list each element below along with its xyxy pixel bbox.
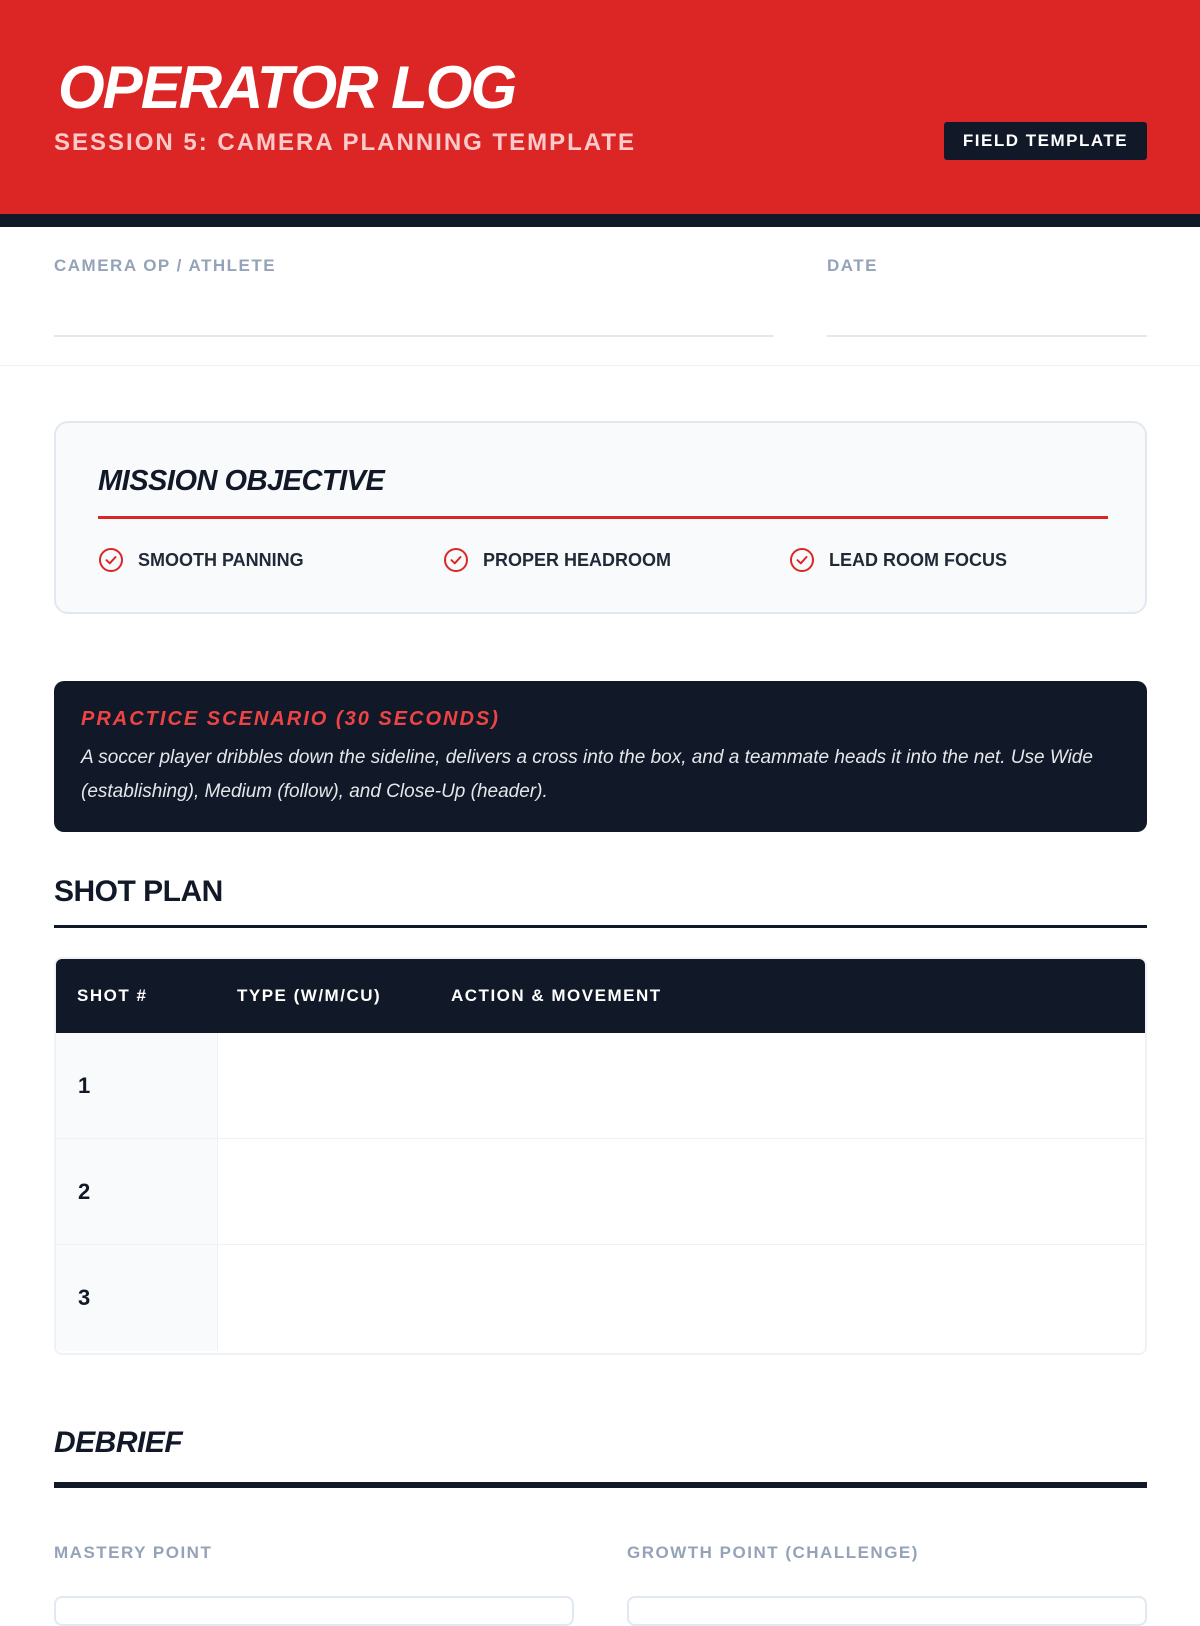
column-header-action: ACTION & MOVEMENT [451,986,662,1005]
table-row [56,1139,1145,1245]
objective-item [789,547,1007,573]
scenario-title: PRACTICE SCENARIO (30 SECONDS) [81,708,500,730]
mastery-point-label: MASTERY POINT [54,1543,213,1562]
operator-label: CAMERA OP / ATHLETE [54,256,277,275]
debrief-title: DEBRIEF [54,1426,183,1459]
table-header [56,959,1145,1033]
column-header-type: TYPE (W/M/CU) [237,986,382,1005]
objective-label: SMOOTH PANNING [138,549,304,570]
mission-objective-card [54,421,1147,614]
table-row [56,1033,1145,1139]
objective-label: PROPER HEADROOM [483,549,672,570]
scenario-text: A soccer player dribbles down the sideline, delivers a cross into the box, and a teammate heads it into the net. Use Wide (establishing), Medium (follow), and Close-Up (header). [81,747,1093,802]
check-circle-icon [98,547,124,573]
shot-plan-title: SHOT PLAN [54,875,223,908]
growth-point-label: GROWTH POINT (CHALLENGE) [627,1543,919,1562]
date-label: DATE [827,256,879,275]
objective-item [443,547,671,573]
mission-title: MISSION OBJECTIVE [98,465,385,497]
shot-plan-table [54,957,1147,1355]
objective-item [98,547,304,573]
table-row [56,1245,1145,1351]
column-header-shot: SHOT # [77,986,148,1005]
shot-number: 2 [56,1139,218,1244]
shot-plan-divider [54,925,1147,928]
practice-scenario-card [54,681,1147,832]
action-cell[interactable] [433,1139,1147,1244]
page-subtitle: SESSION 5: CAMERA PLANNING TEMPLATE [54,129,637,156]
check-circle-icon [443,547,469,573]
type-cell[interactable] [219,1139,433,1244]
page-header [0,0,1200,227]
mission-divider [98,516,1108,519]
action-cell[interactable] [433,1033,1147,1138]
debrief-divider [54,1482,1147,1488]
action-cell[interactable] [433,1245,1147,1351]
divider [0,365,1200,366]
date-field[interactable] [827,335,1147,337]
page-title: OPERATOR LOG [58,54,516,121]
field-template-badge: FIELD TEMPLATE [944,122,1147,160]
type-cell[interactable] [219,1033,433,1138]
shot-number: 1 [56,1033,218,1138]
mastery-point-field[interactable] [54,1596,574,1626]
growth-point-field[interactable] [627,1596,1147,1626]
check-circle-icon [789,547,815,573]
objective-label: LEAD ROOM FOCUS [829,549,1007,570]
shot-number: 3 [56,1245,218,1351]
type-cell[interactable] [219,1245,433,1351]
operator-field[interactable] [54,335,774,337]
